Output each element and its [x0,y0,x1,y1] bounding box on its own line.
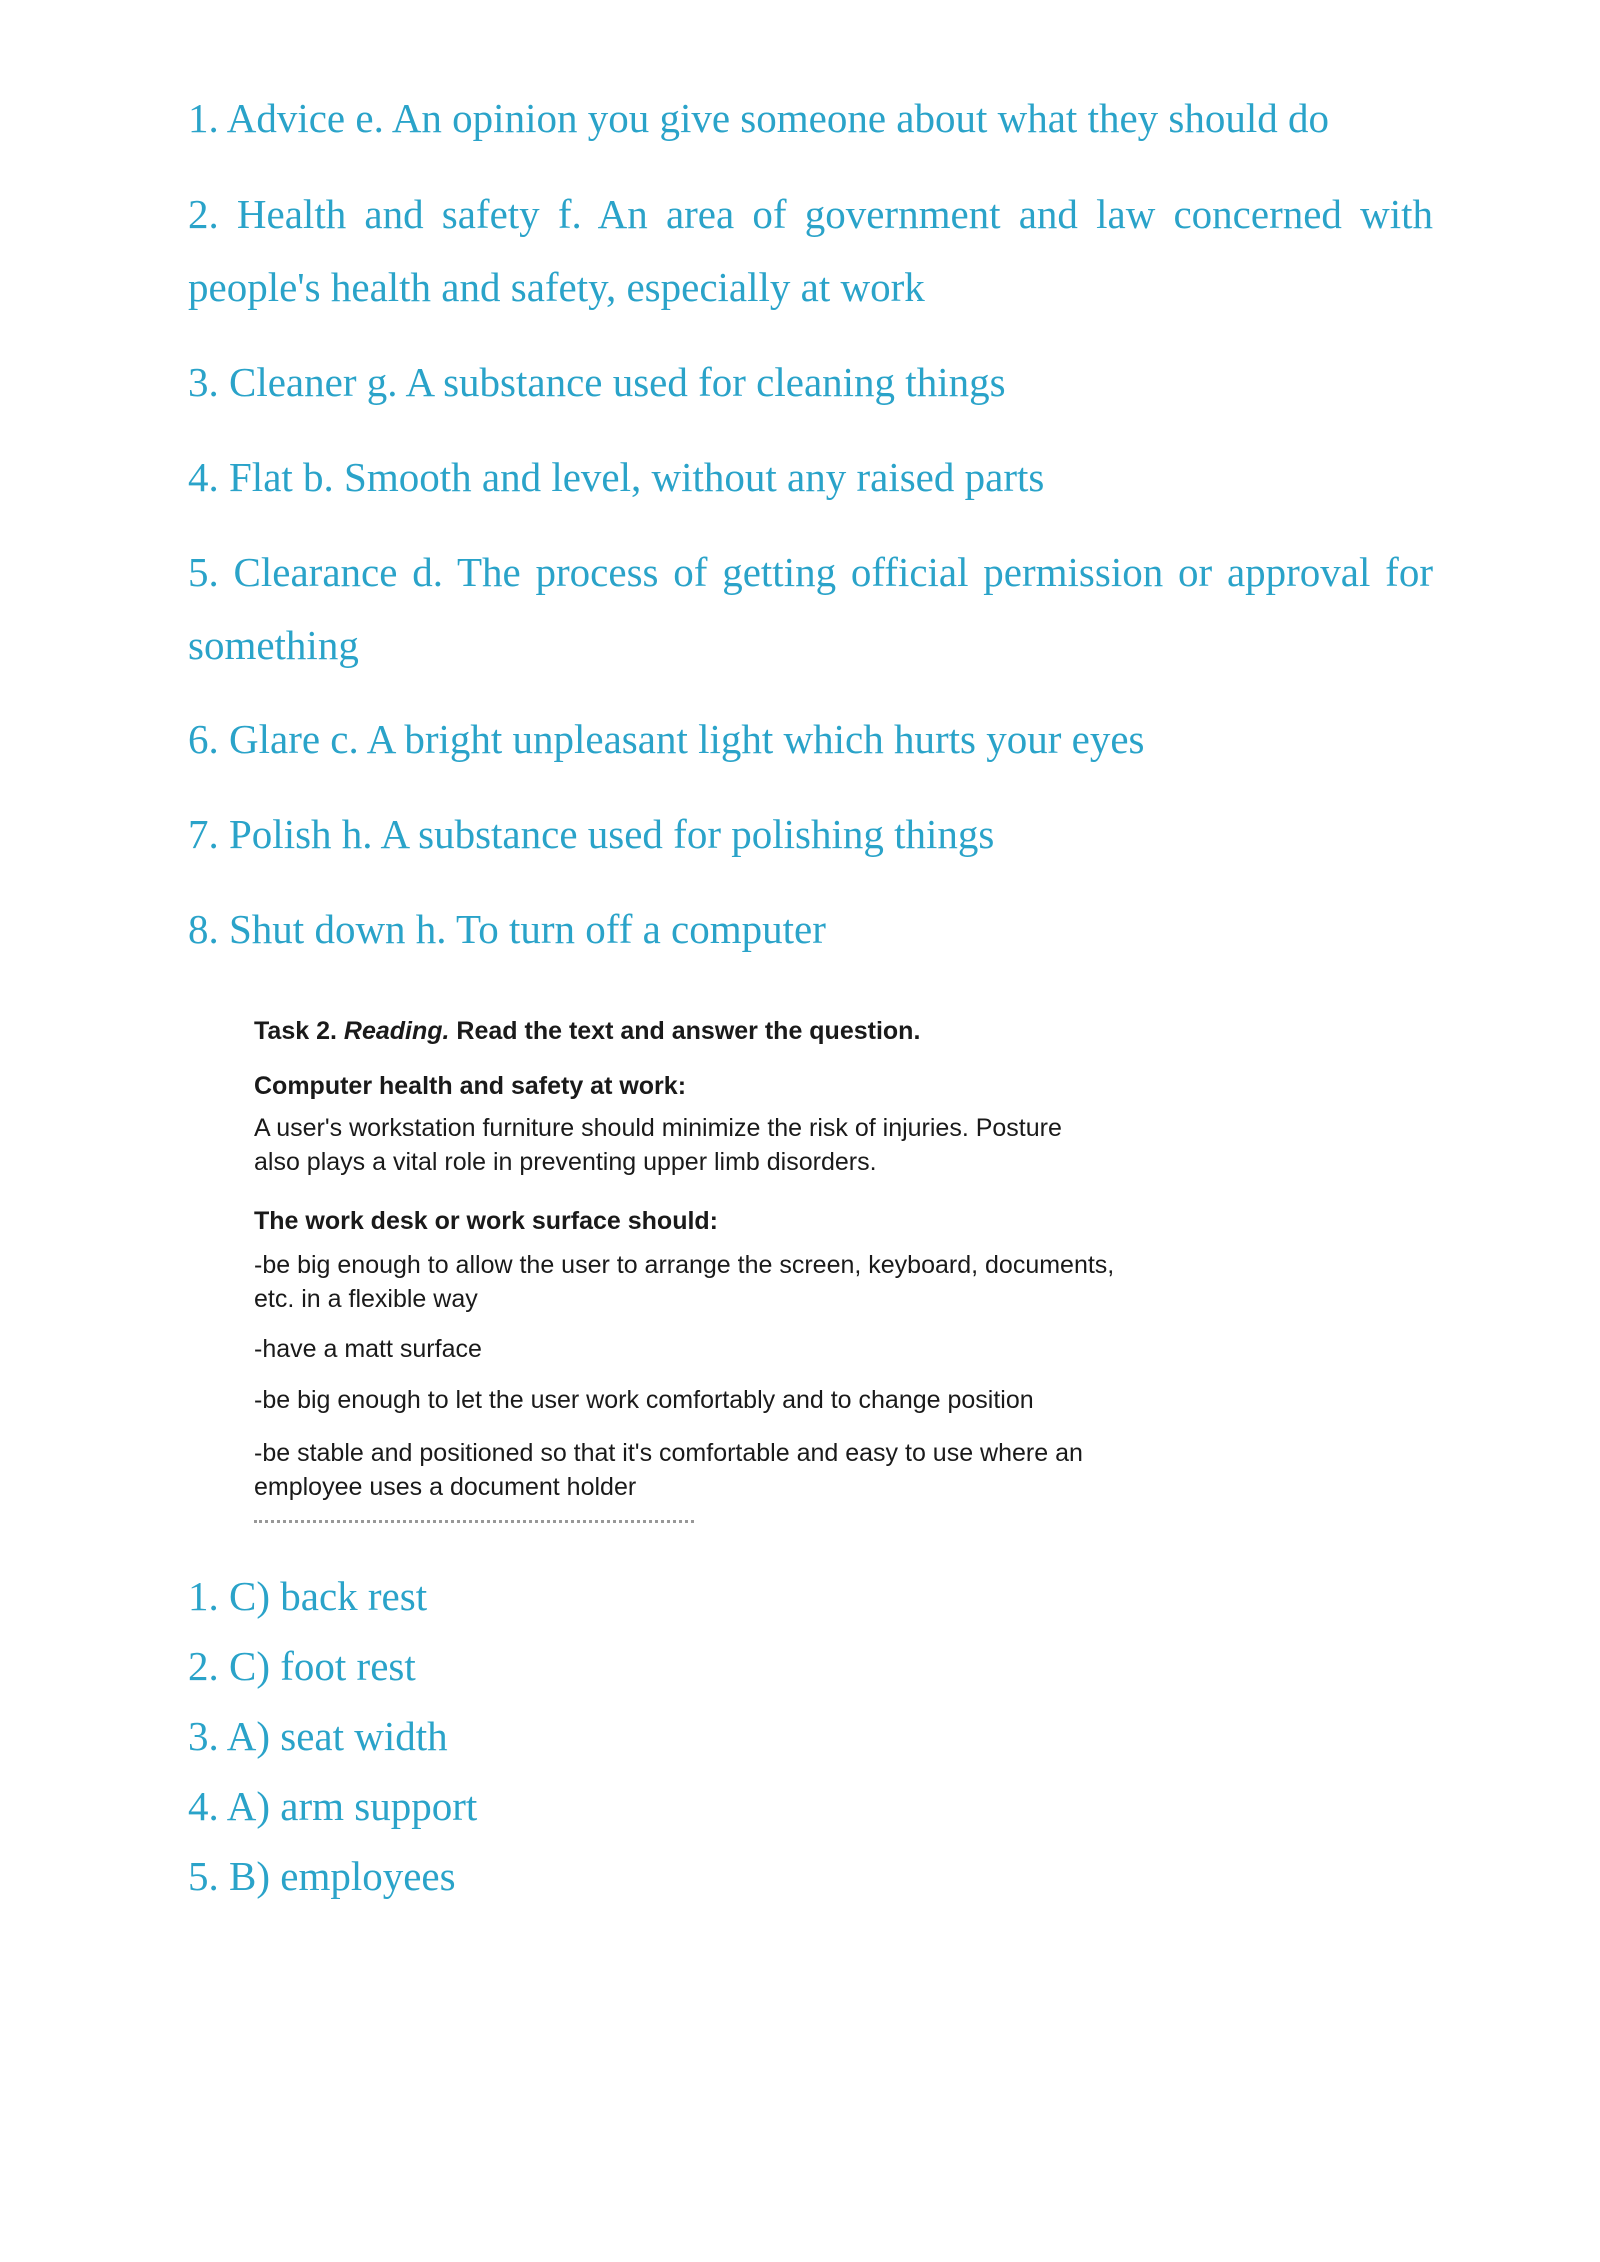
bullet-1-line-1: -be big enough to allow the user to arrange the screen, keyboard, documents, [254,1251,1115,1279]
bullet-4-line-1: -be stable and positioned so that it's comfortable and easy to use where an [254,1439,1083,1467]
task-instruction: Read the text and answer the question. [456,1017,921,1045]
bullet-3: -be big enough to let the user work comfortably and to change position [254,1386,1034,1414]
matching-item-1: 1. Advice e. An opinion you give someone about what they should do [188,95,1330,141]
matching-item-5: 5. Clearance d. The process of getting official permission or approval for something [188,549,1433,668]
task-mode: Reading. [343,1017,450,1045]
matching-item-6: 6. Glare c. A bright unpleasant light which hurts your eyes [188,716,1145,762]
matching-item-7: 7. Polish h. A substance used for polishing things [188,811,995,857]
desk-subheading: The work desk or work surface should: [254,1207,719,1235]
answer-5: 5. B) employees [188,1853,456,1899]
answer-2: 2. C) foot rest [188,1643,416,1689]
answer-3: 3. A) seat width [188,1713,448,1759]
bullet-4-line-2: employee uses a document holder [254,1473,637,1501]
matching-item-4: 4. Flat b. Smooth and level, without any raised parts [188,454,1045,500]
task-heading [254,1014,920,1048]
matching-item-8: 8. Shut down h. To turn off a computer [188,906,826,952]
intro-line-1: A user's workstation furniture should minimize the risk of injuries. Posture [254,1114,1062,1142]
reading-text-image [220,990,1420,1540]
answer-4: 4. A) arm support [188,1783,478,1829]
text-heading: Computer health and safety at work: [254,1072,687,1100]
answer-1: 1. C) back rest [188,1573,428,1619]
matching-item-3: 3. Cleaner g. A substance used for cleaning things [188,359,1006,405]
bullet-1-line-2: etc. in a flexible way [254,1285,478,1313]
task-label: Task 2. [254,1017,337,1045]
intro-line-2: also plays a vital role in preventing upper limb disorders. [254,1148,877,1176]
cut-off-text-row [254,1520,694,1527]
bullet-2: -have a matt surface [254,1335,482,1363]
matching-item-2: 2. Health and safety f. An area of government and law concerned with people's health and safety, especially at work [188,191,1433,310]
